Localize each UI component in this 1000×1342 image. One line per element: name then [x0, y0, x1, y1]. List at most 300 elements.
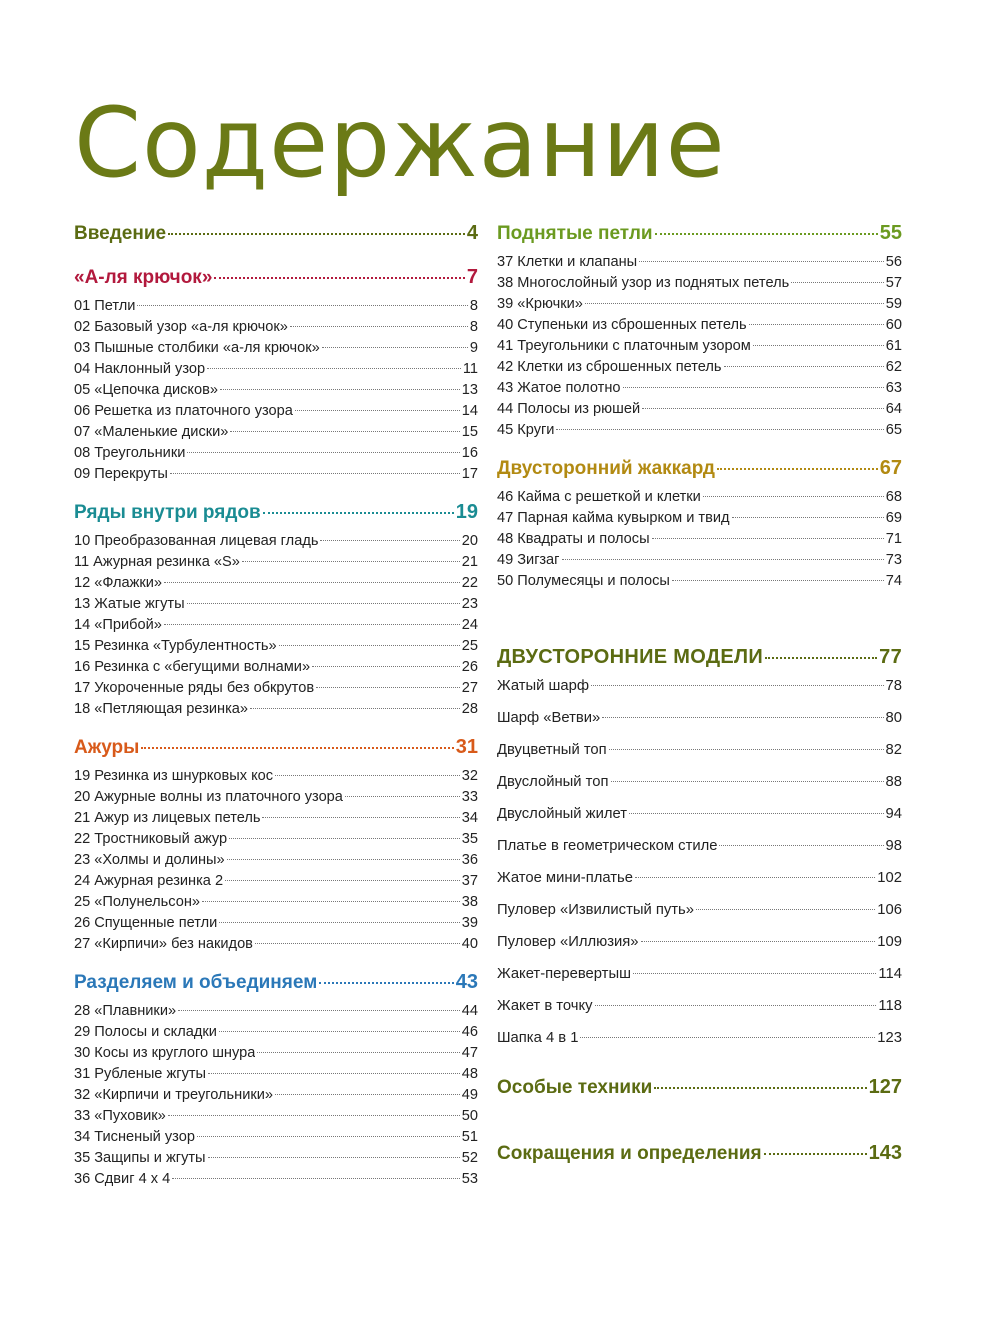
- toc-entry[interactable]: [497, 510, 902, 531]
- toc-entry[interactable]: [497, 552, 902, 573]
- page-number: 56: [885, 254, 902, 270]
- entry-number: 06: [74, 403, 91, 419]
- entry-title: [497, 296, 583, 312]
- page-number: 80: [885, 710, 902, 726]
- dot-leader: [187, 603, 460, 604]
- dot-leader: [257, 1052, 459, 1053]
- model-entry[interactable]: [497, 934, 902, 966]
- models-heading[interactable]: [497, 646, 902, 676]
- toc-entry[interactable]: [74, 1108, 478, 1129]
- entry-number: 17: [74, 680, 91, 696]
- page-number: 74: [885, 573, 902, 589]
- page-number: 21: [461, 554, 478, 570]
- dot-leader: [275, 775, 460, 776]
- toc-entry[interactable]: [497, 380, 902, 401]
- toc-entry[interactable]: [74, 915, 478, 936]
- section-heading[interactable]: [497, 457, 902, 487]
- entry-number: 16: [74, 659, 91, 675]
- entry-text: Тростниковый ажур: [94, 831, 228, 847]
- entry-number: 13: [74, 596, 91, 612]
- toc-entry[interactable]: [74, 1066, 478, 1087]
- entry-title: [74, 915, 217, 931]
- page-number: 33: [461, 789, 478, 805]
- page-number: 9: [469, 340, 478, 356]
- entry-text: «Кирпичи и треугольники»: [94, 1087, 274, 1103]
- page-number: 39: [461, 915, 478, 931]
- toc-entry[interactable]: [74, 1150, 478, 1171]
- entry-number: 05: [74, 382, 91, 398]
- toc-entry[interactable]: [74, 340, 478, 361]
- entry-number: 35: [74, 1150, 91, 1166]
- entry-title: [497, 1077, 652, 1099]
- entry-number: 45: [497, 422, 514, 438]
- toc-section: [74, 736, 478, 957]
- entry-number: 41: [497, 338, 514, 354]
- entry-title: [74, 502, 261, 524]
- toc-entry[interactable]: [497, 531, 902, 552]
- entry-text: Защипы и жгуты: [94, 1150, 206, 1166]
- dot-leader: [717, 468, 878, 470]
- dot-leader: [214, 277, 464, 279]
- entry-number: 29: [74, 1024, 91, 1040]
- toc-entry[interactable]: [497, 275, 902, 296]
- page-number: 62: [885, 359, 902, 375]
- dot-leader: [611, 781, 884, 782]
- toc-entry[interactable]: [497, 422, 902, 443]
- entry-text: Ступеньки из сброшенных петель: [517, 317, 747, 333]
- dot-leader: [219, 922, 459, 923]
- model-entry[interactable]: [497, 710, 902, 742]
- entry-number: 46: [497, 489, 514, 505]
- dot-leader: [732, 517, 884, 518]
- entry-title: [497, 710, 600, 726]
- entry-text: Спущенные петли: [94, 915, 218, 931]
- extra-heading[interactable]: [497, 1142, 902, 1194]
- page-title: Содержание: [74, 87, 726, 199]
- entry-text: Базовый узор «а-ля крючок»: [94, 319, 288, 335]
- entry-text: «Петляющая резинка»: [94, 701, 249, 717]
- entry-text: Решетка из платочного узора: [94, 403, 293, 419]
- toc-entry[interactable]: [74, 319, 478, 340]
- page-number: 123: [877, 1030, 902, 1046]
- page-number: 16: [461, 445, 478, 461]
- entry-text: «Флажки»: [94, 575, 163, 591]
- entry-text: Рубленые жгуты: [94, 1066, 207, 1082]
- dot-leader: [230, 431, 459, 432]
- entry-number: 42: [497, 359, 514, 375]
- model-entry[interactable]: [497, 838, 902, 870]
- entry-number: 01: [74, 298, 91, 314]
- section-heading[interactable]: [74, 971, 478, 1001]
- model-entry[interactable]: [497, 678, 902, 710]
- entry-title: [497, 902, 694, 918]
- entry-title: [497, 254, 637, 270]
- entry-number: 44: [497, 401, 514, 417]
- entry-number: 49: [497, 552, 514, 568]
- entry-title: [497, 317, 747, 333]
- model-entry[interactable]: [497, 966, 902, 998]
- entry-title: [74, 466, 168, 482]
- dot-leader: [197, 1136, 460, 1137]
- dot-leader: [263, 512, 454, 514]
- page-number: 24: [461, 617, 478, 633]
- section-title: Ажуры: [74, 737, 140, 758]
- model-entry[interactable]: [497, 902, 902, 934]
- toc-entry[interactable]: [497, 359, 902, 380]
- toc-section: [74, 222, 478, 252]
- entry-text: Клетки и клапаны: [517, 254, 638, 270]
- page-number: 28: [461, 701, 478, 717]
- entry-text: Парная кайма кувырком и твид: [517, 510, 730, 526]
- entry-title: [497, 359, 722, 375]
- entry-text: Косы из круглого шнура: [94, 1045, 256, 1061]
- entry-text: «Крючки»: [517, 296, 583, 312]
- entry-text: Жатый шарф: [497, 678, 590, 694]
- dot-leader: [764, 1153, 867, 1155]
- entry-text: Круги: [517, 422, 555, 438]
- page-number: 61: [885, 338, 902, 354]
- entry-number: 10: [74, 533, 91, 549]
- toc-entry[interactable]: [74, 403, 478, 424]
- dot-leader: [655, 233, 878, 235]
- dot-leader: [629, 813, 884, 814]
- dot-leader: [227, 859, 460, 860]
- toc-entry[interactable]: [74, 596, 478, 617]
- entry-title: [497, 275, 789, 291]
- dot-leader: [765, 657, 877, 659]
- toc-entry[interactable]: [74, 1045, 478, 1066]
- dot-leader: [672, 580, 884, 581]
- entry-title: [74, 680, 314, 696]
- section-heading[interactable]: [74, 222, 478, 252]
- entry-number: 12: [74, 575, 91, 591]
- dot-leader: [585, 303, 884, 304]
- section-title: ДВУСТОРОННИЕ МОДЕЛИ: [497, 646, 764, 668]
- dot-leader: [168, 233, 465, 235]
- entry-title: [497, 223, 653, 245]
- toc-entry[interactable]: [74, 1171, 478, 1192]
- dot-leader: [642, 408, 884, 409]
- page-number: 48: [461, 1066, 478, 1082]
- page-number: 78: [885, 678, 902, 694]
- entry-title: [74, 340, 320, 356]
- entry-text: «Маленькие диски»: [94, 424, 229, 440]
- toc-entry[interactable]: [497, 573, 902, 594]
- page-number: 40: [461, 936, 478, 952]
- entry-text: Квадраты и полосы: [517, 531, 650, 547]
- page-number: 53: [461, 1171, 478, 1187]
- dot-leader: [242, 561, 460, 562]
- toc-entry[interactable]: [74, 466, 478, 487]
- toc-entry[interactable]: [74, 873, 478, 894]
- entry-text: Треугольники: [94, 445, 186, 461]
- toc-left-column: [74, 222, 478, 1206]
- page-number: 64: [885, 401, 902, 417]
- section-title: Поднятые петли: [497, 223, 653, 244]
- dot-leader: [275, 1094, 460, 1095]
- entry-number: 43: [497, 380, 514, 396]
- toc-entry[interactable]: [74, 638, 478, 659]
- entry-number: 40: [497, 317, 514, 333]
- page-number: 19: [455, 501, 478, 523]
- toc-entry[interactable]: [74, 445, 478, 466]
- dot-leader: [290, 326, 468, 327]
- entry-title: [497, 774, 609, 790]
- toc-entry[interactable]: [497, 338, 902, 359]
- page-number: 77: [879, 646, 902, 668]
- entry-title: [74, 789, 343, 805]
- entry-text: Жатые жгуты: [94, 596, 185, 612]
- entry-title: [74, 361, 205, 377]
- toc-entry[interactable]: [74, 533, 478, 554]
- entry-text: Ажур из лицевых петель: [94, 810, 261, 826]
- entry-text: Шарф «Ветви»: [497, 710, 601, 726]
- entry-number: 09: [74, 466, 91, 482]
- page-number: 44: [461, 1003, 478, 1019]
- entry-title: [74, 1066, 206, 1082]
- page-number: 63: [885, 380, 902, 396]
- toc-entry[interactable]: [497, 296, 902, 317]
- entry-title: [497, 742, 607, 758]
- model-entry[interactable]: [497, 1030, 902, 1062]
- dot-leader: [225, 880, 460, 881]
- page-number: 98: [885, 838, 902, 854]
- entry-number: 30: [74, 1045, 91, 1061]
- page-number: 34: [461, 810, 478, 826]
- page-number: 143: [868, 1142, 902, 1164]
- dot-leader: [137, 305, 467, 306]
- entry-text: Ажурные волны из платочного узора: [94, 789, 343, 805]
- entry-title: [497, 870, 633, 886]
- page-number: 31: [455, 736, 478, 758]
- entry-number: 21: [74, 810, 91, 826]
- page-number: 73: [885, 552, 902, 568]
- dot-leader: [654, 1087, 866, 1089]
- entry-text: Двуслойный топ: [497, 774, 609, 790]
- model-entry[interactable]: [497, 742, 902, 774]
- entry-title: [497, 934, 639, 950]
- section-heading[interactable]: [497, 222, 902, 252]
- dot-leader: [562, 559, 884, 560]
- entry-number: 22: [74, 831, 91, 847]
- entry-number: 39: [497, 296, 514, 312]
- toc-entry[interactable]: [74, 768, 478, 789]
- extra-heading[interactable]: [497, 1076, 902, 1128]
- dot-leader: [141, 747, 453, 749]
- entry-title: [74, 554, 240, 570]
- toc-section: [74, 971, 478, 1192]
- toc-section: [497, 457, 902, 594]
- entry-number: 15: [74, 638, 91, 654]
- entry-title: [497, 489, 701, 505]
- page-number: 23: [461, 596, 478, 612]
- entry-number: 37: [497, 254, 514, 270]
- toc-entry[interactable]: [74, 424, 478, 445]
- entry-title: [74, 1045, 255, 1061]
- page-number: 35: [461, 831, 478, 847]
- entry-number: 34: [74, 1129, 91, 1145]
- entry-text: Пуловер «Иллюзия»: [497, 934, 639, 950]
- entry-title: [497, 573, 670, 589]
- dot-leader: [164, 582, 460, 583]
- toc-entry[interactable]: [497, 489, 902, 510]
- page-number: 50: [461, 1108, 478, 1124]
- entry-title: [497, 510, 730, 526]
- page-number: 82: [885, 742, 902, 758]
- entry-text: Зигзаг: [517, 552, 560, 568]
- page-number: 102: [877, 870, 902, 886]
- entry-text: «Плавники»: [94, 1003, 177, 1019]
- entry-title: [74, 1087, 273, 1103]
- page-number: 69: [885, 510, 902, 526]
- entry-title: [74, 267, 212, 289]
- section-heading[interactable]: [74, 266, 478, 296]
- entry-title: [74, 810, 260, 826]
- model-entry[interactable]: [497, 806, 902, 838]
- entry-text: Петли: [94, 298, 136, 314]
- toc-entry[interactable]: [74, 298, 478, 319]
- toc-entry[interactable]: [74, 382, 478, 403]
- page-number: 94: [885, 806, 902, 822]
- entry-text: Резинка с «бегущими волнами»: [94, 659, 311, 675]
- section-title: «А-ля крючок»: [74, 267, 213, 288]
- page-number: 59: [885, 296, 902, 312]
- toc-entry[interactable]: [74, 810, 478, 831]
- page-number: 52: [461, 1150, 478, 1166]
- toc-entry[interactable]: [74, 575, 478, 596]
- entry-number: 11: [74, 554, 90, 570]
- page-number: 68: [885, 489, 902, 505]
- entry-number: 18: [74, 701, 91, 717]
- entry-title: [74, 894, 200, 910]
- dot-leader: [641, 941, 876, 942]
- entry-text: Многослойный узор из поднятых петель: [517, 275, 790, 291]
- entry-text: Шапка 4 в 1: [497, 1030, 579, 1046]
- entry-text: Двуцветный топ: [497, 742, 607, 758]
- dot-leader: [202, 901, 460, 902]
- toc-entry[interactable]: [497, 254, 902, 275]
- dot-leader: [724, 366, 884, 367]
- dot-leader: [703, 496, 884, 497]
- dot-leader: [639, 261, 884, 262]
- dot-leader: [623, 387, 884, 388]
- dot-leader: [208, 1157, 460, 1158]
- dot-leader: [635, 877, 875, 878]
- entry-number: 47: [497, 510, 514, 526]
- entry-number: 04: [74, 361, 91, 377]
- dot-leader: [580, 1037, 875, 1038]
- toc-section: [74, 501, 478, 722]
- entry-number: 26: [74, 915, 91, 931]
- dot-leader: [219, 1031, 460, 1032]
- page-number: 36: [461, 852, 478, 868]
- page-number: 49: [461, 1087, 478, 1103]
- section-heading[interactable]: [74, 736, 478, 766]
- entry-number: 50: [497, 573, 514, 589]
- toc-entry[interactable]: [74, 1129, 478, 1150]
- entry-number: 38: [497, 275, 514, 291]
- toc-entry[interactable]: [74, 1024, 478, 1045]
- entry-text: Полосы из рюшей: [517, 401, 641, 417]
- entry-title: [74, 1108, 166, 1124]
- entry-text: Жакет в точку: [497, 998, 593, 1014]
- entry-title: [74, 617, 162, 633]
- dot-leader: [633, 973, 876, 974]
- entry-title: [497, 1030, 578, 1046]
- toc-entry[interactable]: [497, 401, 902, 422]
- page-number: 27: [461, 680, 478, 696]
- toc-entry[interactable]: [74, 701, 478, 722]
- entry-title: [497, 552, 560, 568]
- toc-entry[interactable]: [74, 852, 478, 873]
- section-title: Введение: [74, 223, 167, 244]
- toc-section: [497, 222, 902, 443]
- dot-leader: [312, 666, 460, 667]
- entry-text: «Цепочка дисков»: [94, 382, 218, 398]
- page-number: 22: [461, 575, 478, 591]
- toc-entry[interactable]: [74, 831, 478, 852]
- toc-entry[interactable]: [74, 680, 478, 701]
- entry-number: 24: [74, 873, 91, 889]
- entry-number: 08: [74, 445, 91, 461]
- toc-entry[interactable]: [74, 789, 478, 810]
- entry-title: [74, 1150, 206, 1166]
- section-title: Особые техники: [497, 1077, 653, 1098]
- entry-title: [74, 403, 293, 419]
- entry-text: Полосы и складки: [94, 1024, 217, 1040]
- entry-text: Кайма с решеткой и клетки: [517, 489, 701, 505]
- entry-title: [74, 1171, 170, 1187]
- model-entry[interactable]: [497, 774, 902, 806]
- entry-title: [497, 838, 717, 854]
- entry-number: 25: [74, 894, 91, 910]
- toc-entry[interactable]: [497, 317, 902, 338]
- model-entry[interactable]: [497, 870, 902, 902]
- entry-number: 28: [74, 1003, 91, 1019]
- toc-entry[interactable]: [74, 936, 478, 957]
- page-number: 71: [885, 531, 902, 547]
- entry-text: Пуловер «Извилистый путь»: [497, 902, 694, 918]
- model-entry[interactable]: [497, 998, 902, 1030]
- entry-text: «Полунельсон»: [94, 894, 201, 910]
- page-number: 8: [469, 319, 478, 335]
- page-number: 37: [461, 873, 478, 889]
- entry-title: [74, 936, 253, 952]
- toc-entry[interactable]: [74, 894, 478, 915]
- dot-leader: [719, 845, 883, 846]
- toc-entry[interactable]: [74, 617, 478, 638]
- toc-entry[interactable]: [74, 659, 478, 680]
- page-number: 20: [461, 533, 478, 549]
- toc-entry[interactable]: [74, 554, 478, 575]
- entry-number: 33: [74, 1108, 91, 1124]
- page-number: 109: [877, 934, 902, 950]
- toc-entry[interactable]: [74, 1003, 478, 1024]
- entry-number: 07: [74, 424, 91, 440]
- dot-leader: [591, 685, 884, 686]
- toc-entry[interactable]: [74, 361, 478, 382]
- page-number: 60: [885, 317, 902, 333]
- toc-entry[interactable]: [74, 1087, 478, 1108]
- entry-number: 48: [497, 531, 514, 547]
- dot-leader: [172, 1178, 460, 1179]
- entry-number: 19: [74, 768, 91, 784]
- page-number: 11: [462, 361, 478, 377]
- entry-number: 32: [74, 1087, 91, 1103]
- section-heading[interactable]: [74, 501, 478, 531]
- page-number: 65: [885, 422, 902, 438]
- entry-text: Сдвиг 4 x 4: [94, 1171, 171, 1187]
